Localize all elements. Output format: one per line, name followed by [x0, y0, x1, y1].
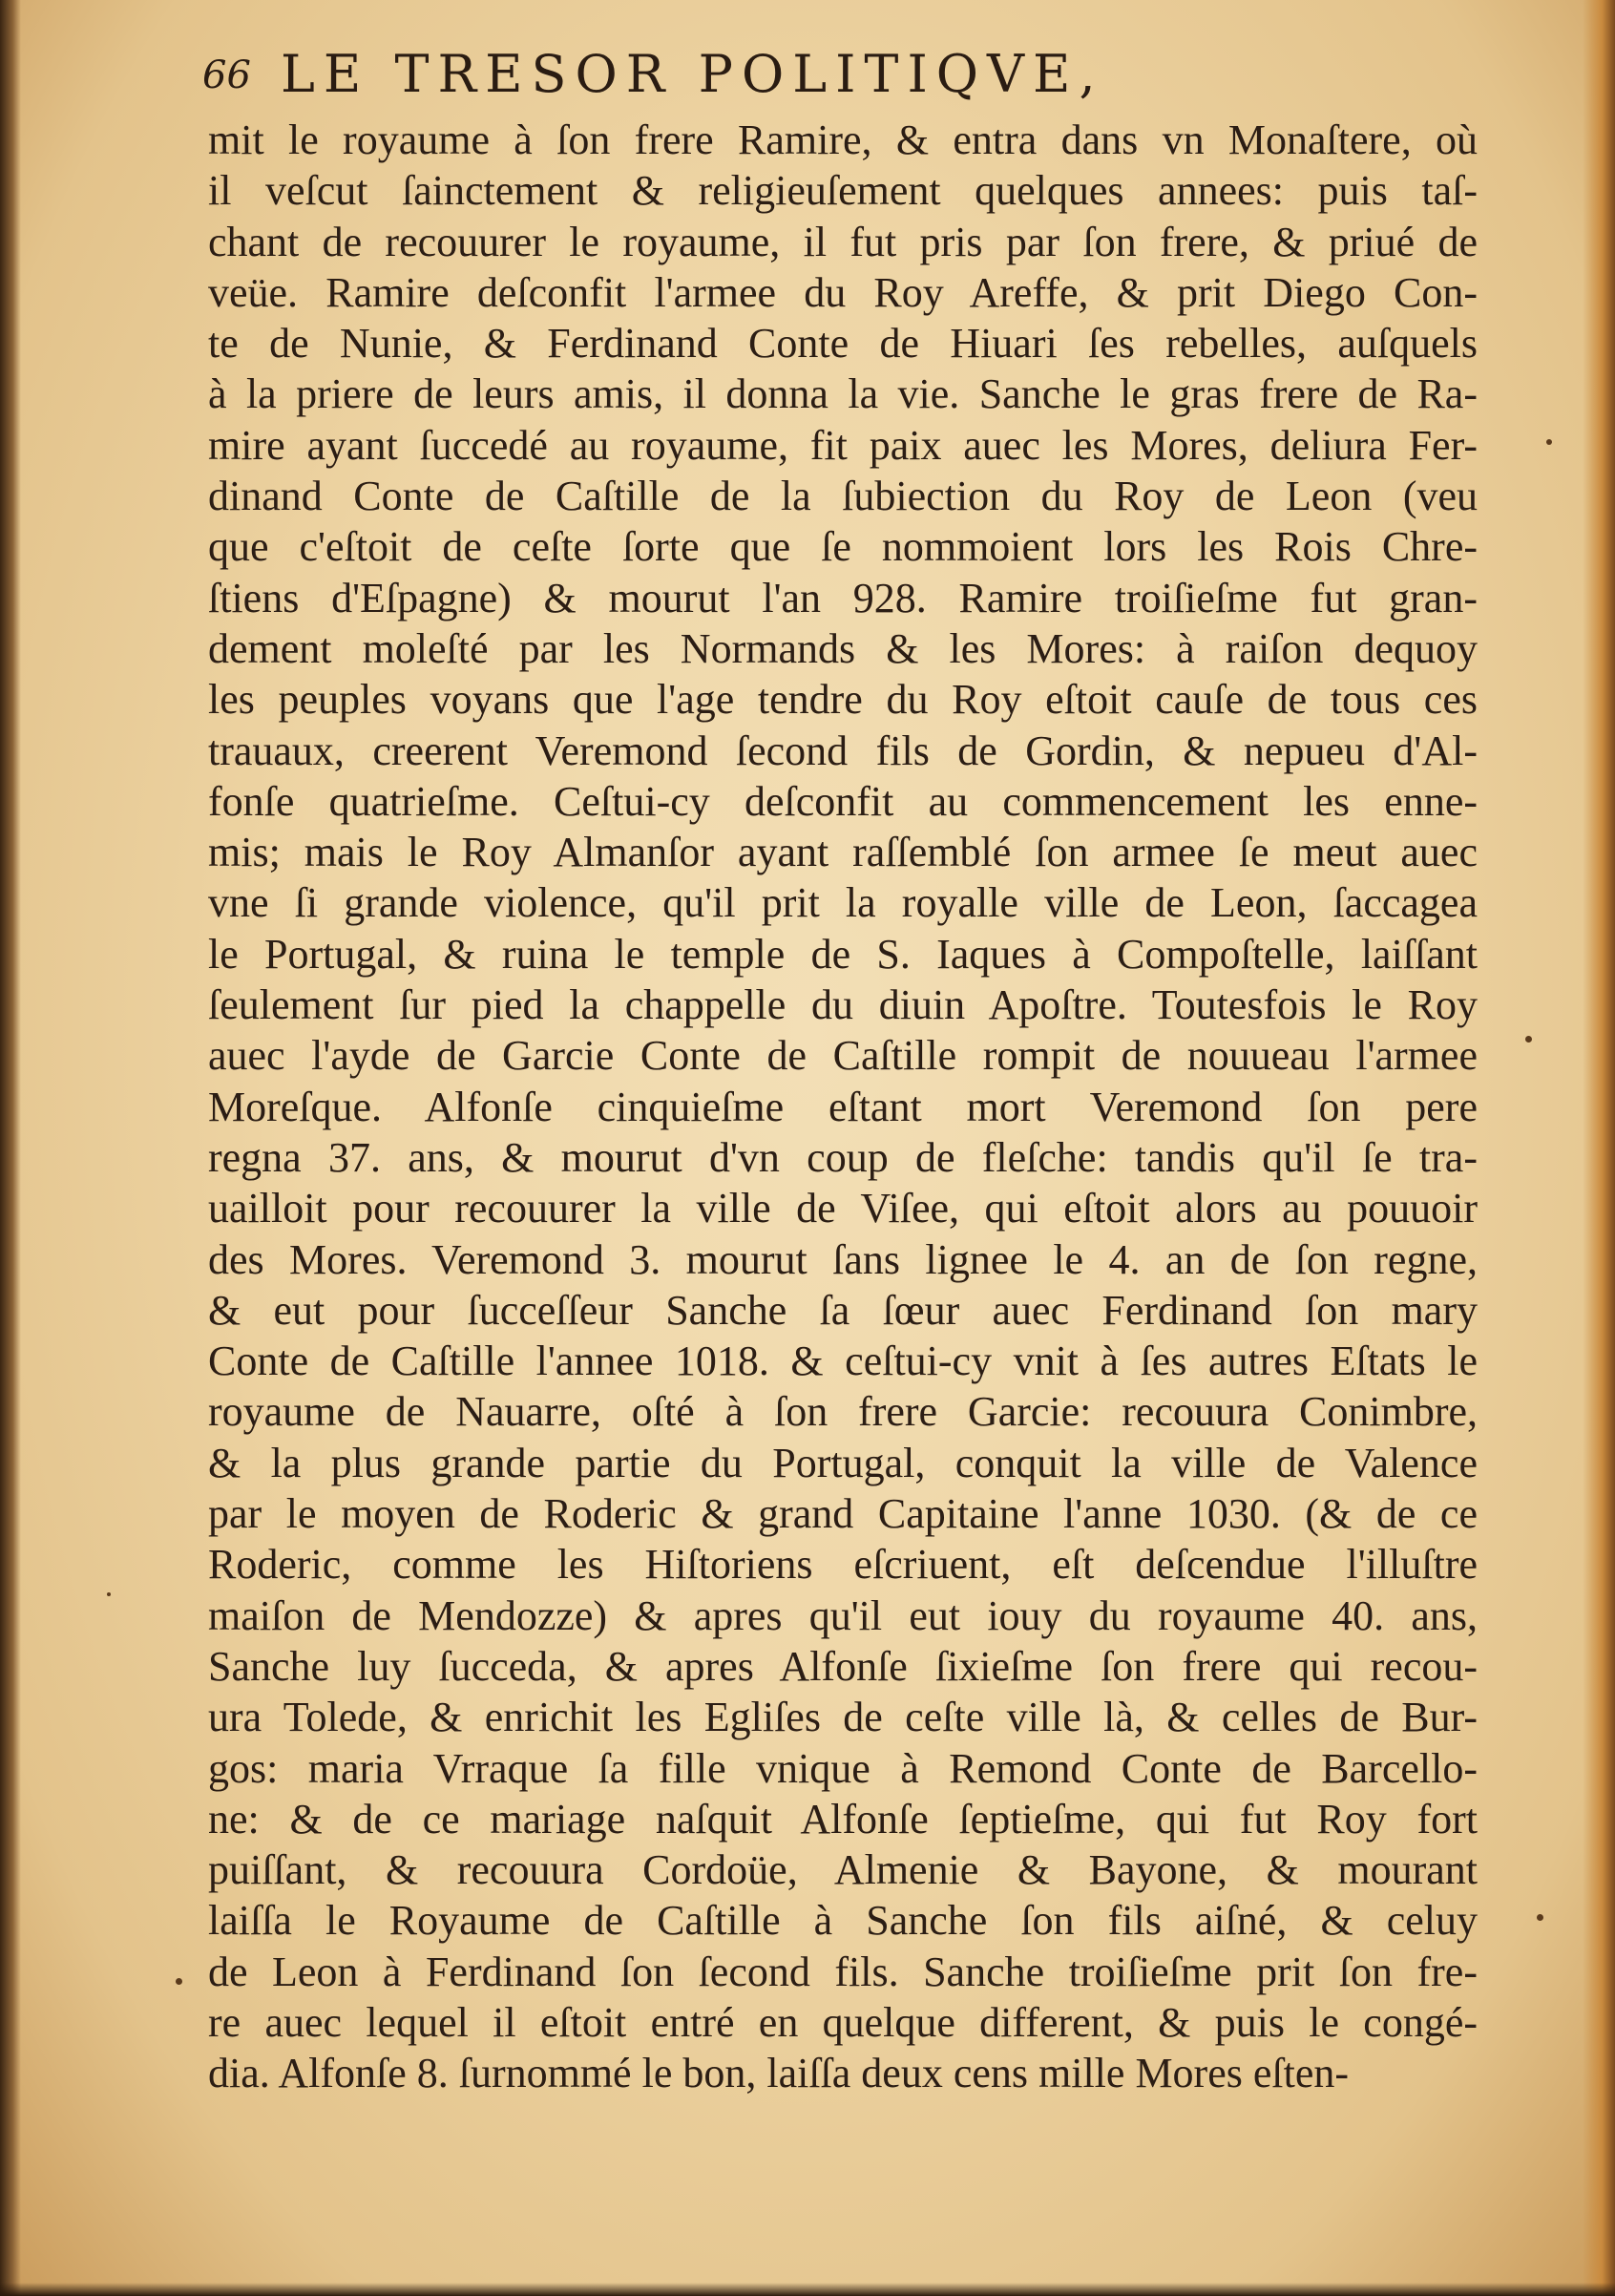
binding-gutter-shadow [0, 0, 21, 2296]
ink-speck [1537, 1914, 1543, 1921]
ink-speck [176, 1978, 182, 1985]
text-line: laiſſa le Royaume de Caſtille à Sanche ſon fils aiſné, & celuy [208, 1897, 1478, 1945]
text-line: te de Nunie, & Ferdinand Conte de Hiuari ſes rebelles, auſquels [208, 320, 1478, 368]
text-line: à la priere de leurs amis, il donna la vie. Sanche le gras frere de Ra- [208, 370, 1478, 418]
text-line: ſeulement ſur pied la chappelle du diuin Apoſtre. Toutesfois le Roy [208, 981, 1478, 1029]
text-line: de Leon à Ferdinand ſon ſecond fils. Sanche troiſieſme prit ſon fre- [208, 1948, 1478, 1995]
text-line: il veſcut ſainctement & religieuſement quelques annees: puis taſ- [208, 167, 1478, 215]
text-line: regna 37. ans, & mourut d'vn coup de fleſche: tandis qu'il ſe tra- [208, 1133, 1478, 1181]
text-line: Roderic, comme les Hiſtoriens eſcriuent, eſt deſcendue l'illuſtre [208, 1541, 1478, 1589]
text-line: dia. Alfonſe 8. ſurnommé le bon, laiſſa deux cens mille Mores eſten- [208, 2050, 1350, 2097]
text-line: veüe. Ramire deſconfit l'armee du Roy Areffe, & prit Diego Con- [208, 268, 1478, 316]
text-line: auec l'ayde de Garcie Conte de Caſtille rompit de nouueau l'armee [208, 1032, 1478, 1080]
ink-speck [1525, 1036, 1532, 1043]
text-line: ura Tolede, & enrichit les Egliſes de ceſte ville là, & celles de Bur- [208, 1694, 1478, 1741]
text-line: ſtiens d'Eſpagne) & mourut l'an 928. Ramire troiſieſme fut gran- [208, 574, 1478, 621]
page-number: 66 [202, 53, 251, 97]
text-line: chant de recouurer le royaume, il fut pris par ſon frere, & priué de [208, 218, 1478, 265]
text-line: Moreſque. Alfonſe cinquieſme eſtant mort Veremond ſon pere [208, 1083, 1478, 1130]
text-line: dement moleſté par les Normands & les Mores: à raiſon dequoy [208, 624, 1478, 672]
text-line: fonſe quatrieſme. Ceſtui-cy deſconfit au commencement les enne- [208, 777, 1478, 825]
running-title: LE TRESOR POLITIQVE, [281, 44, 1104, 104]
text-line: uailloit pour recouurer la ville de Viſee, qui eſtoit alors au pouuoir [208, 1185, 1478, 1232]
text-line: puiſſant, & recouura Cordoüe, Almenie & Bayone, & mourant [208, 1846, 1478, 1894]
text-line: des Mores. Veremond 3. mourut ſans lignee le 4. an de ſon regne, [208, 1235, 1478, 1283]
text-line: Sanche luy ſucceda, & apres Alfonſe ſixieſme ſon frere qui recou- [208, 1642, 1478, 1690]
running-header [202, 36, 1472, 113]
text-line: le Portugal, & ruina le temple de S. Iaques à Compoſtelle, laiſſant [208, 930, 1478, 978]
text-line: re auec lequel il eſtoit entré en quelque different, & puis le congé- [208, 1998, 1478, 2046]
text-line: ne: & de ce mariage naſquit Alfonſe ſeptieſme, qui fut Roy fort [208, 1795, 1478, 1843]
text-line: & eut pour ſucceſſeur Sanche ſa ſœur auec Ferdinand ſon mary [208, 1286, 1478, 1334]
text-line: dinand Conte de Caſtille de la ſubiection du Roy de Leon (veu [208, 473, 1478, 520]
ink-speck [107, 1592, 111, 1596]
page-bottom-shadow [0, 2283, 1615, 2296]
text-line: les peuples voyans que l'age tendre du Roy eſtoit cauſe de tous ces [208, 676, 1478, 724]
text-line: Conte de Caſtille l'annee 1018. & ceſtui-cy vnit à ſes autres Eſtats le [208, 1338, 1478, 1385]
page-edge-stain [1583, 0, 1615, 2296]
text-line: gos: maria Vrraque ſa fille vnique à Remond Conte de Barcello- [208, 1744, 1478, 1792]
body-text [208, 115, 1478, 2099]
text-line: royaume de Nauarre, oſté à ſon frere Garcie: recouura Conimbre, [208, 1388, 1478, 1436]
text-line: par le moyen de Roderic & grand Capitaine l'anne 1030. (& de ce [208, 1490, 1478, 1538]
text-line: mire ayant ſuccedé au royaume, fit paix auec les Mores, deliura Fer- [208, 421, 1478, 469]
text-line: maiſon de Mendozze) & apres qu'il eut iouy du royaume 40. ans, [208, 1591, 1478, 1639]
text-line: mis; mais le Roy Almanſor ayant raſſemblé ſon armee ſe meut auec [208, 829, 1478, 876]
text-line: que c'eſtoit de ceſte ſorte que ſe nommoient lors les Rois Chre- [208, 523, 1478, 571]
ink-speck [1546, 439, 1552, 445]
text-line: & la plus grande partie du Portugal, conquit la ville de Valence [208, 1439, 1478, 1486]
text-line: vne ſi grande violence, qu'il prit la royalle ville de Leon, ſaccagea [208, 879, 1478, 927]
text-line: mit le royaume à ſon frere Ramire, & entra dans vn Monaſtere, où [208, 116, 1478, 163]
text-line: trauaux, creerent Veremond ſecond fils de Gordin, & nepueu d'Al- [208, 727, 1478, 774]
